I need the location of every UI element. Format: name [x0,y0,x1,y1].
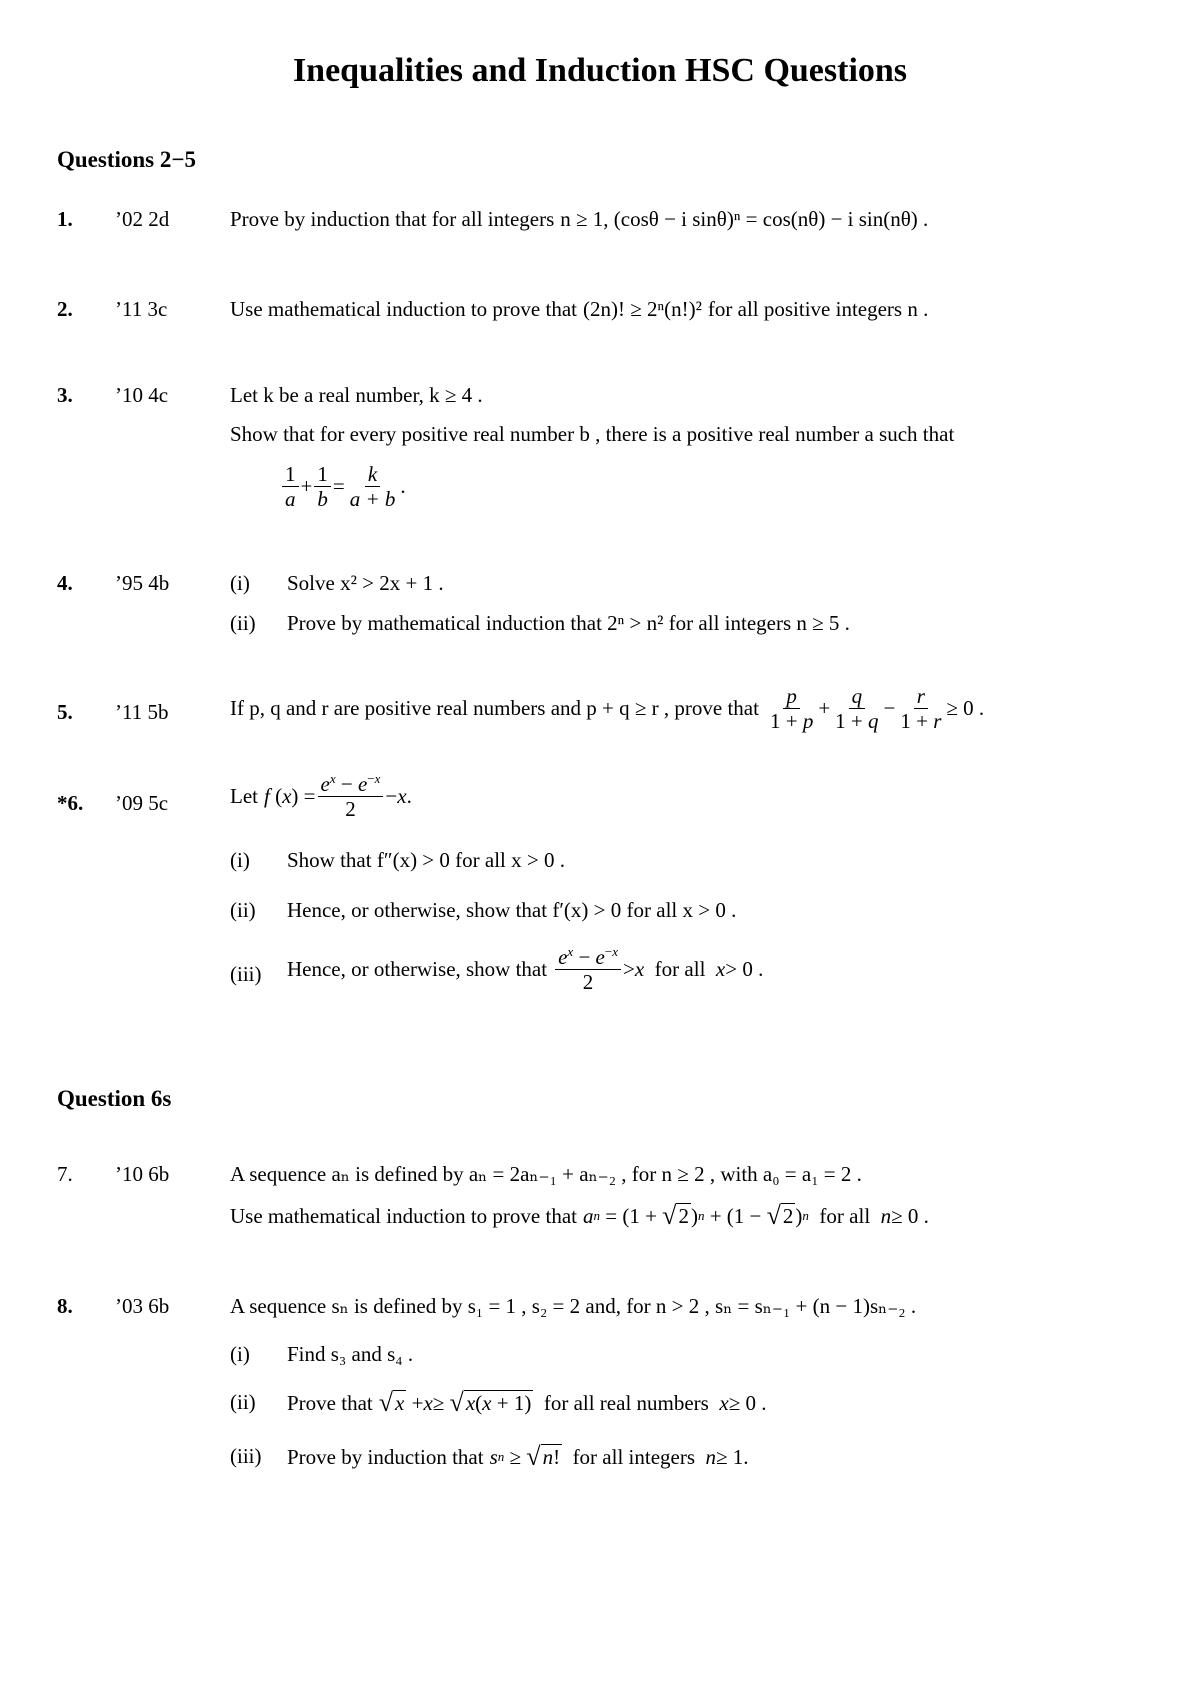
sub-part-label: (i) [230,1342,250,1366]
question-source: ’11 3c [115,297,168,321]
question-source: ’11 5b [115,700,169,724]
question-number: 5. [57,700,73,724]
question-number: 3. [57,383,73,407]
sub-part-text: Hence, or otherwise, show that $\frac{e^x - e^{-x}}{2}$ > x for all x > 0 . [287,944,764,995]
question-text: A sequence aₙ is defined by aₙ = 2aₙ₋₁ + aₙ₋₂ , for n ≥ 2 , with a₀ = a₁ = 2 . [230,1162,862,1186]
question-text: Let k be a real number, k ≥ 4 . [230,383,483,407]
sub-part-label: (ii) [230,898,256,922]
question-text: Use mathematical induction to prove that (2n)! ≥ 2ⁿ(n!)² for all positive integers n . [230,297,929,321]
sub-part-label: (i) [230,571,250,595]
section-title-questions-2-5: Questions 2−5 [57,147,196,172]
sub-part-label: (ii) [230,611,256,635]
question-math: n ≥ 1, (cosθ − i sinθ)ⁿ = cos(nθ) − i sin(nθ) . [560,207,929,231]
question-source: ’10 4c [115,383,169,407]
question-number: 4. [57,571,73,595]
sub-part-label: (i) [230,848,250,872]
question-text: If p, q and r are positive real numbers and p + q ≥ r , prove that $\frac{p}{1 + p}$ + $\frac{q}{1 + q}$ − $\frac{r}{1 + r}$ ≥ 0 . [230,684,985,734]
section-title-question-6s: Question 6s [57,1086,172,1111]
question-source: ’10 6b [115,1162,170,1186]
question-text: Let f ( x ) = $\frac{e^x - e^{-x}}{2}$ − x . [230,771,412,822]
sub-part-label: (ii) [230,1390,256,1414]
sub-part-text: Prove by mathematical induction that 2ⁿ > n² for all integers n ≥ 5 . [287,611,850,635]
question-source: ’02 2d [115,207,170,231]
question-number: 8. [57,1294,73,1318]
sub-part-text: Solve x² > 2x + 1 . [287,571,444,595]
sub-part-text: Find s₃ and s₄ . [287,1342,414,1366]
sub-part-text: Show that f″(x) > 0 for all x > 0 . [287,848,565,872]
question-text: Use mathematical induction to prove that a n = (1 + √ 2 ) n + (1 − √ 2 ) n for all n ≥ 0 . [230,1201,929,1230]
sub-part-label: (iii) [230,962,262,986]
question-number: *6. [57,791,84,815]
question-text: Show that for every positive real number b , there is a positive real number a such that [230,422,955,446]
question-text: Prove by induction that for all integers n ≥ 1, (cosθ − i sinθ)ⁿ = cos(nθ) − i sin(nθ) . [230,207,929,231]
sub-part-text: Prove that √ x + x ≥ √ x(x + 1) for all real numbers x ≥ 0 . [287,1388,767,1417]
sub-part-label: (iii) [230,1444,262,1468]
question-source: ’03 6b [115,1294,170,1318]
question-number: 2. [57,297,73,321]
question-number: 7. [57,1162,73,1186]
question-source: ’95 4b [115,571,170,595]
sub-part-text: Hence, or otherwise, show that f′(x) > 0 for all x > 0 . [287,898,737,922]
question-number: 1. [57,207,73,231]
equation: $\frac{1}{a}$ + $\frac{1}{b}$ = $\frac{k}{a + b}$ . [280,462,406,511]
question-text: A sequence sₙ is defined by s₁ = 1 , s₂ = 2 and, for n > 2 , sₙ = sₙ₋₁ + (n − 1)sₙ₋₂ . [230,1294,917,1318]
document-title: Inequalities and Induction HSC Questions [292,52,908,89]
question-math: (2n)! ≥ 2ⁿ(n!)² [582,297,702,321]
sub-part-text: Prove by induction that s n ≥ √ n! for all integers n ≥ 1. [287,1442,749,1471]
question-source: ’09 5c [115,791,169,815]
